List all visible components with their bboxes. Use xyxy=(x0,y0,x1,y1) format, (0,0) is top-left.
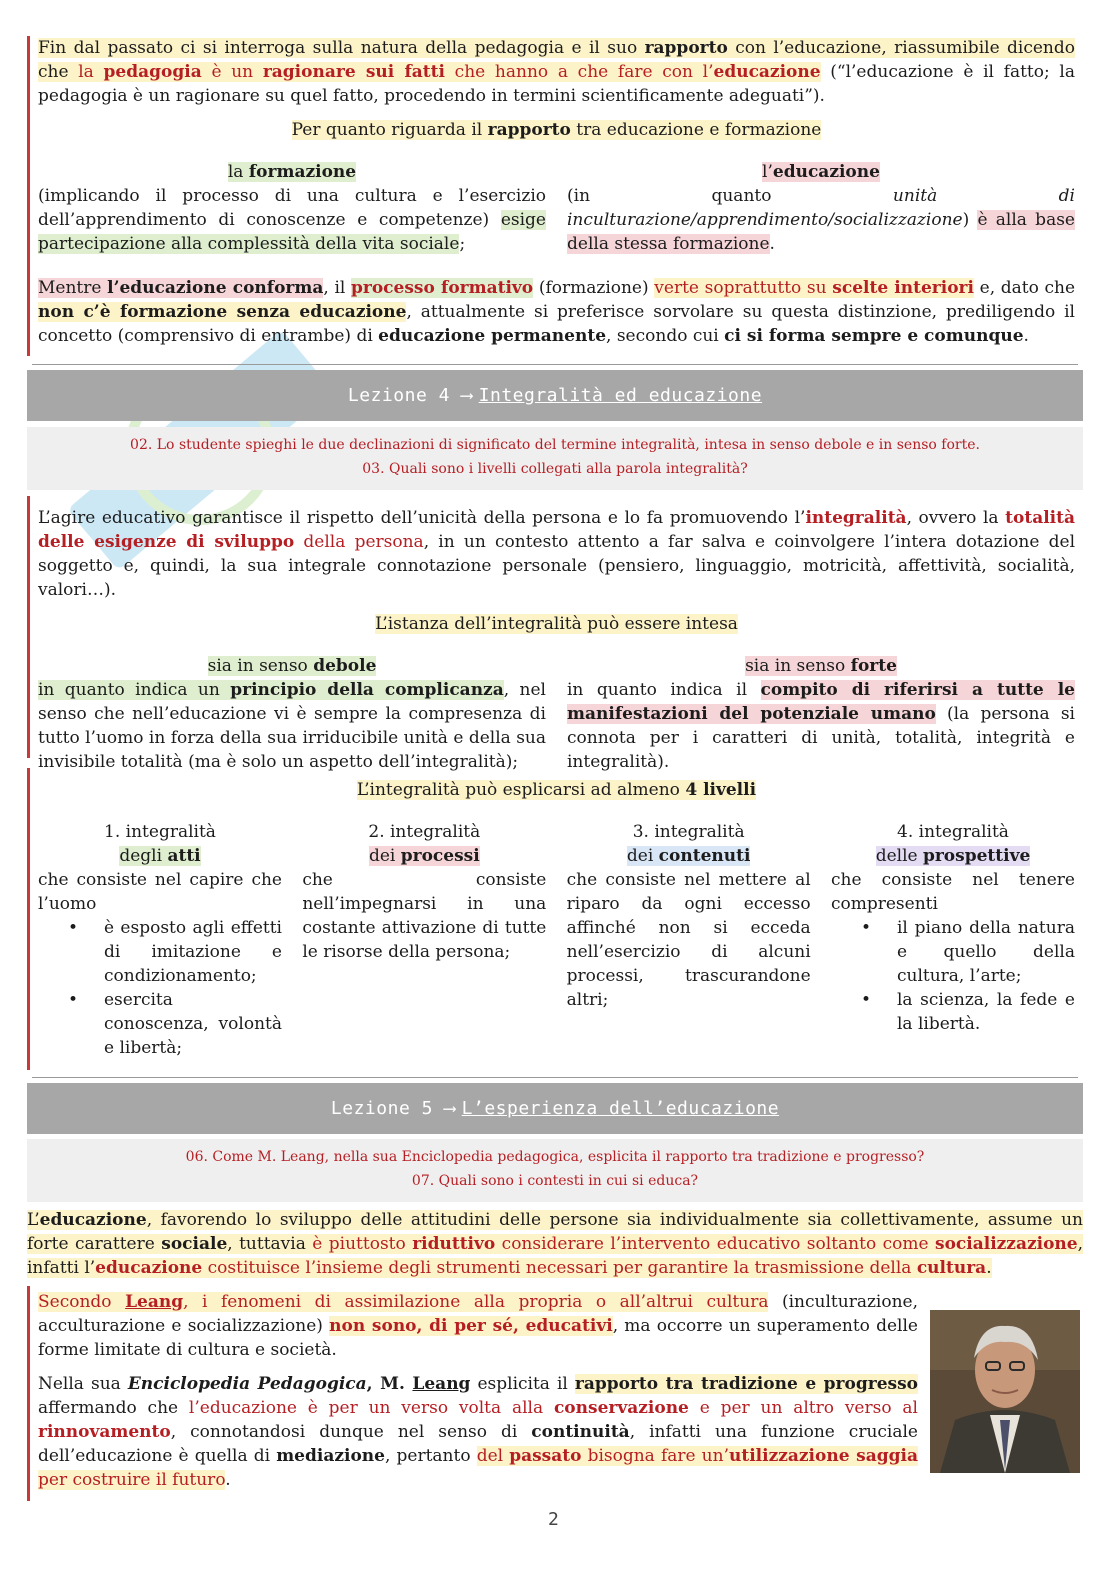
livello-processi: 2. integralità dei processi che consiste nell’impegnarsi in una costante attivazione di tutte le risorse della persona; xyxy=(302,822,547,962)
list-item: • la scienza, la fede e la libertà. xyxy=(861,988,1075,1036)
list-item: • il piano della natura e quello della cultura, l’arte; xyxy=(861,916,1075,988)
lesson-4-header: Lezione 4 ⟶ Integralità ed educazione xyxy=(27,370,1083,421)
lesson-5-questions xyxy=(27,1139,1083,1202)
leang-paragraph-2: Nella sua Enciclopedia Pedagogica, M. Leang esplicita il rapporto tra tradizione e progresso affermando che l’educazione è per un verso volta alla conservazione e per un altro verso al rinnovamento, connotandosi dunque nel senso di continuità, infatti una funzione cruciale dell’educazione è quella di mediazione, pertanto del passato bisogna fare un’utilizzazione saggia per costruire il futuro. xyxy=(38,1374,918,1490)
formazione-column: la formazione (implicando il processo di una cultura e l’esercizio dell’apprendimento di conoscenze e competenze) esige partecipazione alla complessità della vita sociale; xyxy=(38,162,546,254)
esperienza-paragraph: L’educazione, favorendo lo sviluppo delle attitudini delle persone sia individualmente sia collettivamente, assume un forte carattere sociale, tuttavia è piuttosto riduttivo considerare l’intervento educativo soltanto come socializzazione, infatti l’educazione costituisce l’insieme degli strumenti necessari per garantire la trasmissione della cultura. xyxy=(27,1210,1084,1278)
livelli-section xyxy=(27,768,1075,1070)
livello-prospettive: 4. integralità delle prospettive che consiste nel tenere compresenti • il piano della natura e quello della cultura, l’arte; • la scienza, la fede e la libertà. xyxy=(831,820,1075,1060)
list-item: • è esposto agli effetti di imitazione e condizionamento; xyxy=(68,916,282,988)
debole-forte-columns xyxy=(38,654,1075,774)
leang-photo xyxy=(930,1310,1080,1473)
question-03: 03. Quali sono i livelli collegati alla parola integralità? xyxy=(362,461,748,477)
livelli-heading: L’integralità può esplicarsi ad almeno 4 livelli xyxy=(356,780,757,800)
divider xyxy=(32,364,1078,365)
educazione-column: l’educazione (in quanto unità di inculturazione/apprendimento/socializzazione) è alla base della stessa formazione. xyxy=(567,162,1075,254)
livello-atti: 1. integralità degli atti che consiste nel capire che l’uomo • è esposto agli effetti di imitazione e condizionamento; • esercita conoscenza, volontà e libertà; xyxy=(38,820,282,1060)
integralita-section xyxy=(27,496,1076,772)
relation-heading: Per quanto riguarda il rapporto tra educazione e formazione xyxy=(291,120,822,140)
integralita-paragraph: L’agire educativo garantisce il rispetto dell’unicità della persona e lo fa promuovendo l’integralità, ovvero la totalità delle esigenze di sviluppo della persona, in un contesto attento a far salva e coinvolgere l’intera dotazione del soggetto e, quindi, la sua integrale connotazione personale (pensiero, linguaggio, motricità, affettività, socialità, valori…). xyxy=(38,508,1076,600)
formazione-educazione-columns xyxy=(38,160,1075,256)
list-item: • esercita conoscenza, volontà e libertà; xyxy=(68,988,282,1060)
mentre-paragraph: Mentre l’educazione conforma, il processo formativo (formazione) verte soprattutto su scelte interiori e, dato che non c’è formazione senza educazione, attualmente si preferisce sorvolare su questa distinzione, prediligendo il concetto (comprensivo di entrambe) di educazione permanente, secondo cui ci si forma sempre e comunque. xyxy=(38,278,1076,346)
question-06: 06. Come M. Leang, nella sua Enciclopedia pedagogica, esplicita il rapporto tra tradizione e progresso? xyxy=(185,1149,925,1165)
lesson-4-questions xyxy=(27,427,1083,490)
question-02: 02. Lo studente spieghi le due declinazioni di significato del termine integralità, intesa in senso debole e in senso forte. xyxy=(130,437,980,453)
debole-column: sia in senso debole in quanto indica un principio della complicanza, nel senso che nell’educazione vi è sempre la compresenza di tutto l’uomo in forza della sua irriducibile unità e della sua invisibile totalità (ma è solo un aspetto dell’integralità); xyxy=(38,656,546,772)
page-number: 2 xyxy=(548,1509,559,1530)
question-07: 07. Quali sono i contesti in cui si educa? xyxy=(411,1173,699,1189)
leang-paragraph-1: Secondo Leang, i fenomeni di assimilazione alla propria o all’altrui cultura (inculturazione, acculturazione e socializzazione) non sono, di per sé, educativi, ma occorre un superamento delle forme limitate di cultura e società. xyxy=(38,1292,918,1360)
istanza-heading: L’istanza dell’integralità può essere intesa xyxy=(375,614,738,634)
forte-column: sia in senso forte in quanto indica il compito di riferirsi a tutte le manifestazioni del potenziale umano (la persona si connota per i caratteri di unità, totalità, integrità e integralità). xyxy=(567,656,1075,772)
leang-section xyxy=(27,1286,918,1501)
lesson-5-header: Lezione 5 ⟶ L’esperienza dell’educazione xyxy=(27,1083,1083,1134)
livelli-columns xyxy=(38,820,1075,1060)
intro-paragraph: Fin dal passato ci si interroga sulla natura della pedagogia e il suo rapporto con l’educazione, riassumibile dicendo che la pedagogia è un ragionare sui fatti che hanno a che fare con l’educazione (“l’educazione è il fatto; la pedagogia è un ragionare su quel fatto, procedendo in termini scientificamente adeguati”). xyxy=(38,38,1076,106)
livello-contenuti: 3. integralità dei contenuti che consiste nel mettere al riparo da ogni eccesso affinché non si ecceda nell’esercizio di alcuni processi, trascurandone altri; xyxy=(566,822,811,1010)
divider xyxy=(32,1077,1078,1078)
intro-section xyxy=(27,36,1075,356)
